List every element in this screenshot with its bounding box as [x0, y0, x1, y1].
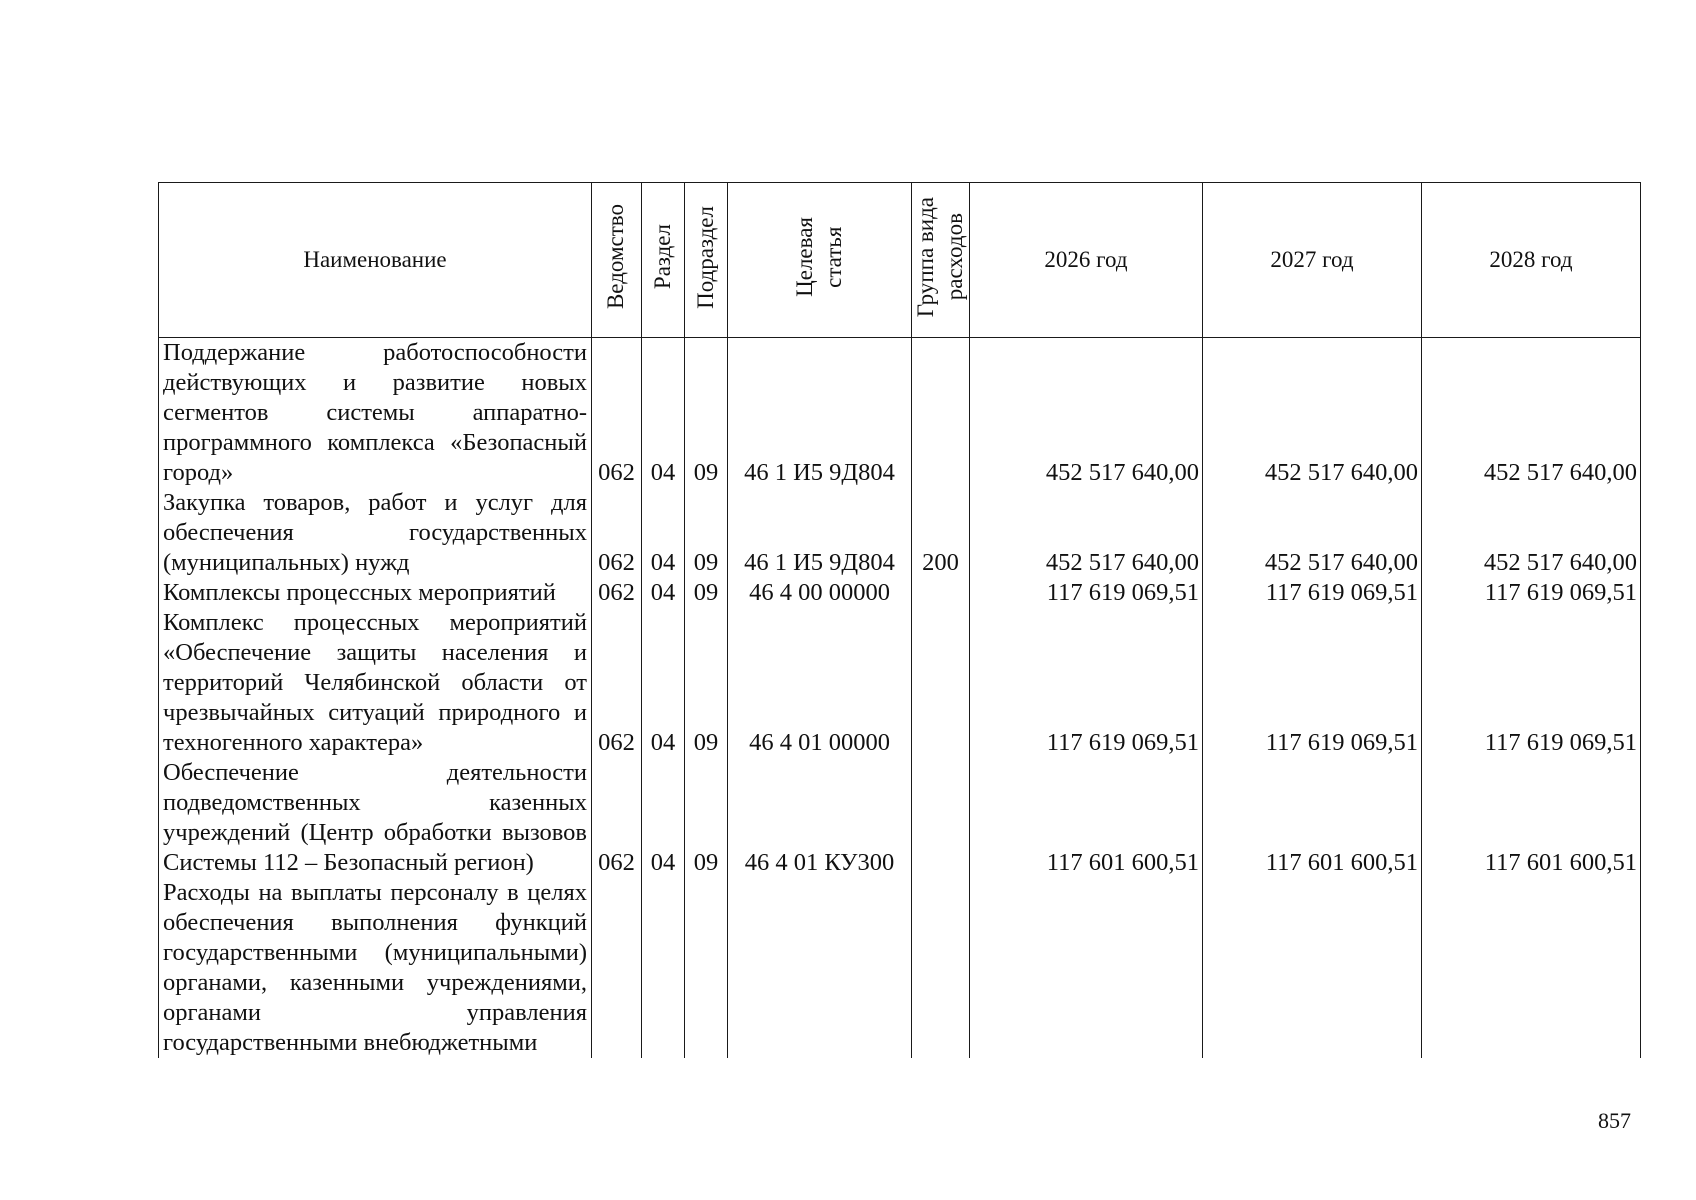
- header-group-line2: расходов: [941, 213, 967, 301]
- row-amount-2026: 117 601 600,51: [970, 758, 1203, 878]
- row-amount-2027: 117 619 069,51: [1203, 578, 1422, 608]
- header-year-2027: 2027 год: [1203, 183, 1422, 338]
- row-podrazdel: 09: [685, 578, 728, 608]
- header-razdel: [642, 183, 685, 338]
- row-amount-2028: 117 601 600,51: [1422, 758, 1641, 878]
- row-vedomstvo: 062: [592, 338, 642, 489]
- row-razdel: [642, 878, 685, 1058]
- header-target-label: [791, 217, 849, 297]
- row-podrazdel: 09: [685, 608, 728, 758]
- row-group: [912, 608, 970, 758]
- header-name: Наименование: [159, 183, 592, 338]
- table-row: [159, 338, 1641, 489]
- row-name: Закупка товаров, работ и услуг для обеспечения государственных (муниципальных) нужд: [159, 488, 592, 578]
- row-target: 46 4 01 00000: [728, 608, 912, 758]
- table-row: [159, 608, 1641, 758]
- row-amount-2028: 117 619 069,51: [1422, 608, 1641, 758]
- header-vedomstvo-label: Ведомство: [603, 204, 629, 310]
- row-razdel: 04: [642, 338, 685, 489]
- header-year-2028: 2028 год: [1422, 183, 1641, 338]
- row-vedomstvo: 062: [592, 488, 642, 578]
- row-group: [912, 338, 970, 489]
- row-vedomstvo: [592, 878, 642, 1058]
- row-razdel: 04: [642, 758, 685, 878]
- row-target: 46 1 И5 9Д804: [728, 488, 912, 578]
- header-year-2026: 2026 год: [970, 183, 1203, 338]
- header-podrazdel-label: Подраздел: [692, 205, 718, 309]
- row-amount-2028: 452 517 640,00: [1422, 338, 1641, 489]
- table-row: [159, 758, 1641, 878]
- row-amount-2026: 452 517 640,00: [970, 338, 1203, 489]
- row-name: Расходы на выплаты персоналу в целях обеспечения выполнения функций государственными (муниципальными) органами, казенными учреждениями, органами управления государственными внебюджетными: [159, 878, 592, 1058]
- row-amount-2028: 117 619 069,51: [1422, 578, 1641, 608]
- row-amount-2027: [1203, 878, 1422, 1058]
- row-target: 46 4 01 КУ300: [728, 758, 912, 878]
- header-podrazdel: [685, 183, 728, 338]
- row-group: [912, 878, 970, 1058]
- row-vedomstvo: 062: [592, 758, 642, 878]
- header-group-label: [912, 197, 970, 317]
- row-target: [728, 878, 912, 1058]
- row-amount-2028: [1422, 878, 1641, 1058]
- row-razdel: 04: [642, 578, 685, 608]
- row-amount-2026: [970, 878, 1203, 1058]
- row-amount-2027: 117 619 069,51: [1203, 608, 1422, 758]
- table-row: [159, 488, 1641, 578]
- header-razdel-label: Раздел: [649, 224, 675, 290]
- row-razdel: 04: [642, 488, 685, 578]
- row-podrazdel: 09: [685, 758, 728, 878]
- table-header-row: [159, 183, 1641, 338]
- row-amount-2026: 452 517 640,00: [970, 488, 1203, 578]
- row-name: Поддержание работоспособности действующих и развитие новых сегментов системы аппаратно-программного комплекса «Безопасный город»: [159, 338, 592, 489]
- row-podrazdel: 09: [685, 338, 728, 489]
- table-row: [159, 578, 1641, 608]
- row-group: [912, 578, 970, 608]
- row-amount-2026: 117 619 069,51: [970, 578, 1203, 608]
- page-number: 857: [1598, 1108, 1631, 1133]
- row-name: Комплекс процессных мероприятий «Обеспечение защиты населения и территорий Челябинской области от чрезвычайных ситуаций природного и техногенного характера»: [159, 608, 592, 758]
- row-name: Обеспечение деятельности подведомственных казенных учреждений (Центр обработки вызовов Системы 112 – Безопасный регион): [159, 758, 592, 878]
- row-name: Комплексы процессных мероприятий: [159, 578, 592, 608]
- row-target: 46 1 И5 9Д804: [728, 338, 912, 489]
- row-amount-2027: 452 517 640,00: [1203, 488, 1422, 578]
- row-group: 200: [912, 488, 970, 578]
- row-amount-2027: 452 517 640,00: [1203, 338, 1422, 489]
- header-target: [728, 183, 912, 338]
- header-vedomstvo: [592, 183, 642, 338]
- row-target: 46 4 00 00000: [728, 578, 912, 608]
- header-group-line1: Группа вида: [913, 196, 938, 318]
- row-vedomstvo: 062: [592, 578, 642, 608]
- header-target-line1: Целевая: [791, 217, 817, 297]
- budget-table: [158, 182, 1641, 1058]
- row-amount-2028: 452 517 640,00: [1422, 488, 1641, 578]
- table-row: [159, 878, 1641, 1058]
- row-group: [912, 758, 970, 878]
- header-target-line2: статья: [820, 226, 846, 288]
- row-vedomstvo: 062: [592, 608, 642, 758]
- row-podrazdel: [685, 878, 728, 1058]
- header-group: [912, 183, 970, 338]
- row-podrazdel: 09: [685, 488, 728, 578]
- row-amount-2026: 117 619 069,51: [970, 608, 1203, 758]
- row-razdel: 04: [642, 608, 685, 758]
- row-amount-2027: 117 601 600,51: [1203, 758, 1422, 878]
